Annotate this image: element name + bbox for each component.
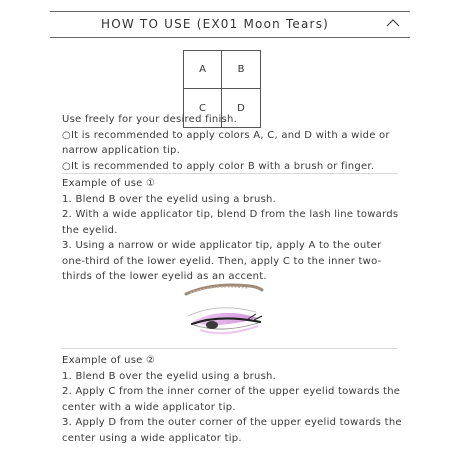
example-2-step: 2. Apply C from the inner corner of the upper eyelid towards the	[62, 386, 401, 397]
example-1-step: 3. Using a narrow or wide applicator tip, apply A to the outer	[62, 240, 382, 251]
intro-line: narrow application tip.	[62, 145, 181, 156]
section-title[interactable]: HOW TO USE (EX01 Moon Tears)	[100, 17, 330, 31]
intro-line: Use freely for your desired finish.	[62, 114, 237, 125]
example-2-heading: Example of use ②	[62, 355, 156, 366]
intro-text	[62, 112, 402, 174]
example-2	[62, 353, 402, 446]
intro-line: ○It is recommended to apply colors A, C, and D with a wide or	[62, 129, 390, 141]
palette-cell-a: A	[184, 51, 222, 89]
palette-cell-b: B	[222, 51, 260, 89]
example-1-heading: Example of use ①	[62, 178, 156, 189]
example-2-step: 1. Blend B over the eyelid using a brush.	[62, 370, 277, 382]
example-1-step: thirds of the lower eyelid as an accent.	[62, 271, 267, 282]
palette-cell-c: C	[184, 89, 222, 127]
example-2-step: center with a wide applicator tip.	[62, 401, 236, 413]
intro-line: ○It is recommended to apply color B with a brush or finger.	[62, 160, 375, 172]
chevron-up-icon[interactable]	[384, 15, 402, 31]
palette-cell-d: D	[237, 102, 245, 114]
section-divider	[62, 173, 398, 174]
eye-makeup-illustration	[178, 278, 268, 342]
header-bottom-rule	[50, 37, 410, 38]
example-1-step: 2. With a wide applicator tip, blend D from the lash line towards	[62, 209, 399, 220]
section-divider	[62, 348, 398, 349]
header-top-rule	[50, 11, 410, 12]
example-1-step: 1. Blend B over the eyelid using a brush.	[62, 193, 277, 205]
example-1	[62, 176, 402, 285]
example-2-step: center using a wide applicator tip.	[62, 432, 242, 444]
example-2-step: 3. Apply D from the outer corner of the upper eyelid towards the	[62, 417, 402, 428]
example-1-step: the eyelid.	[62, 224, 118, 236]
example-1-step: one-third of the lower eyelid. Then, apply C to the inner two-	[62, 255, 382, 267]
